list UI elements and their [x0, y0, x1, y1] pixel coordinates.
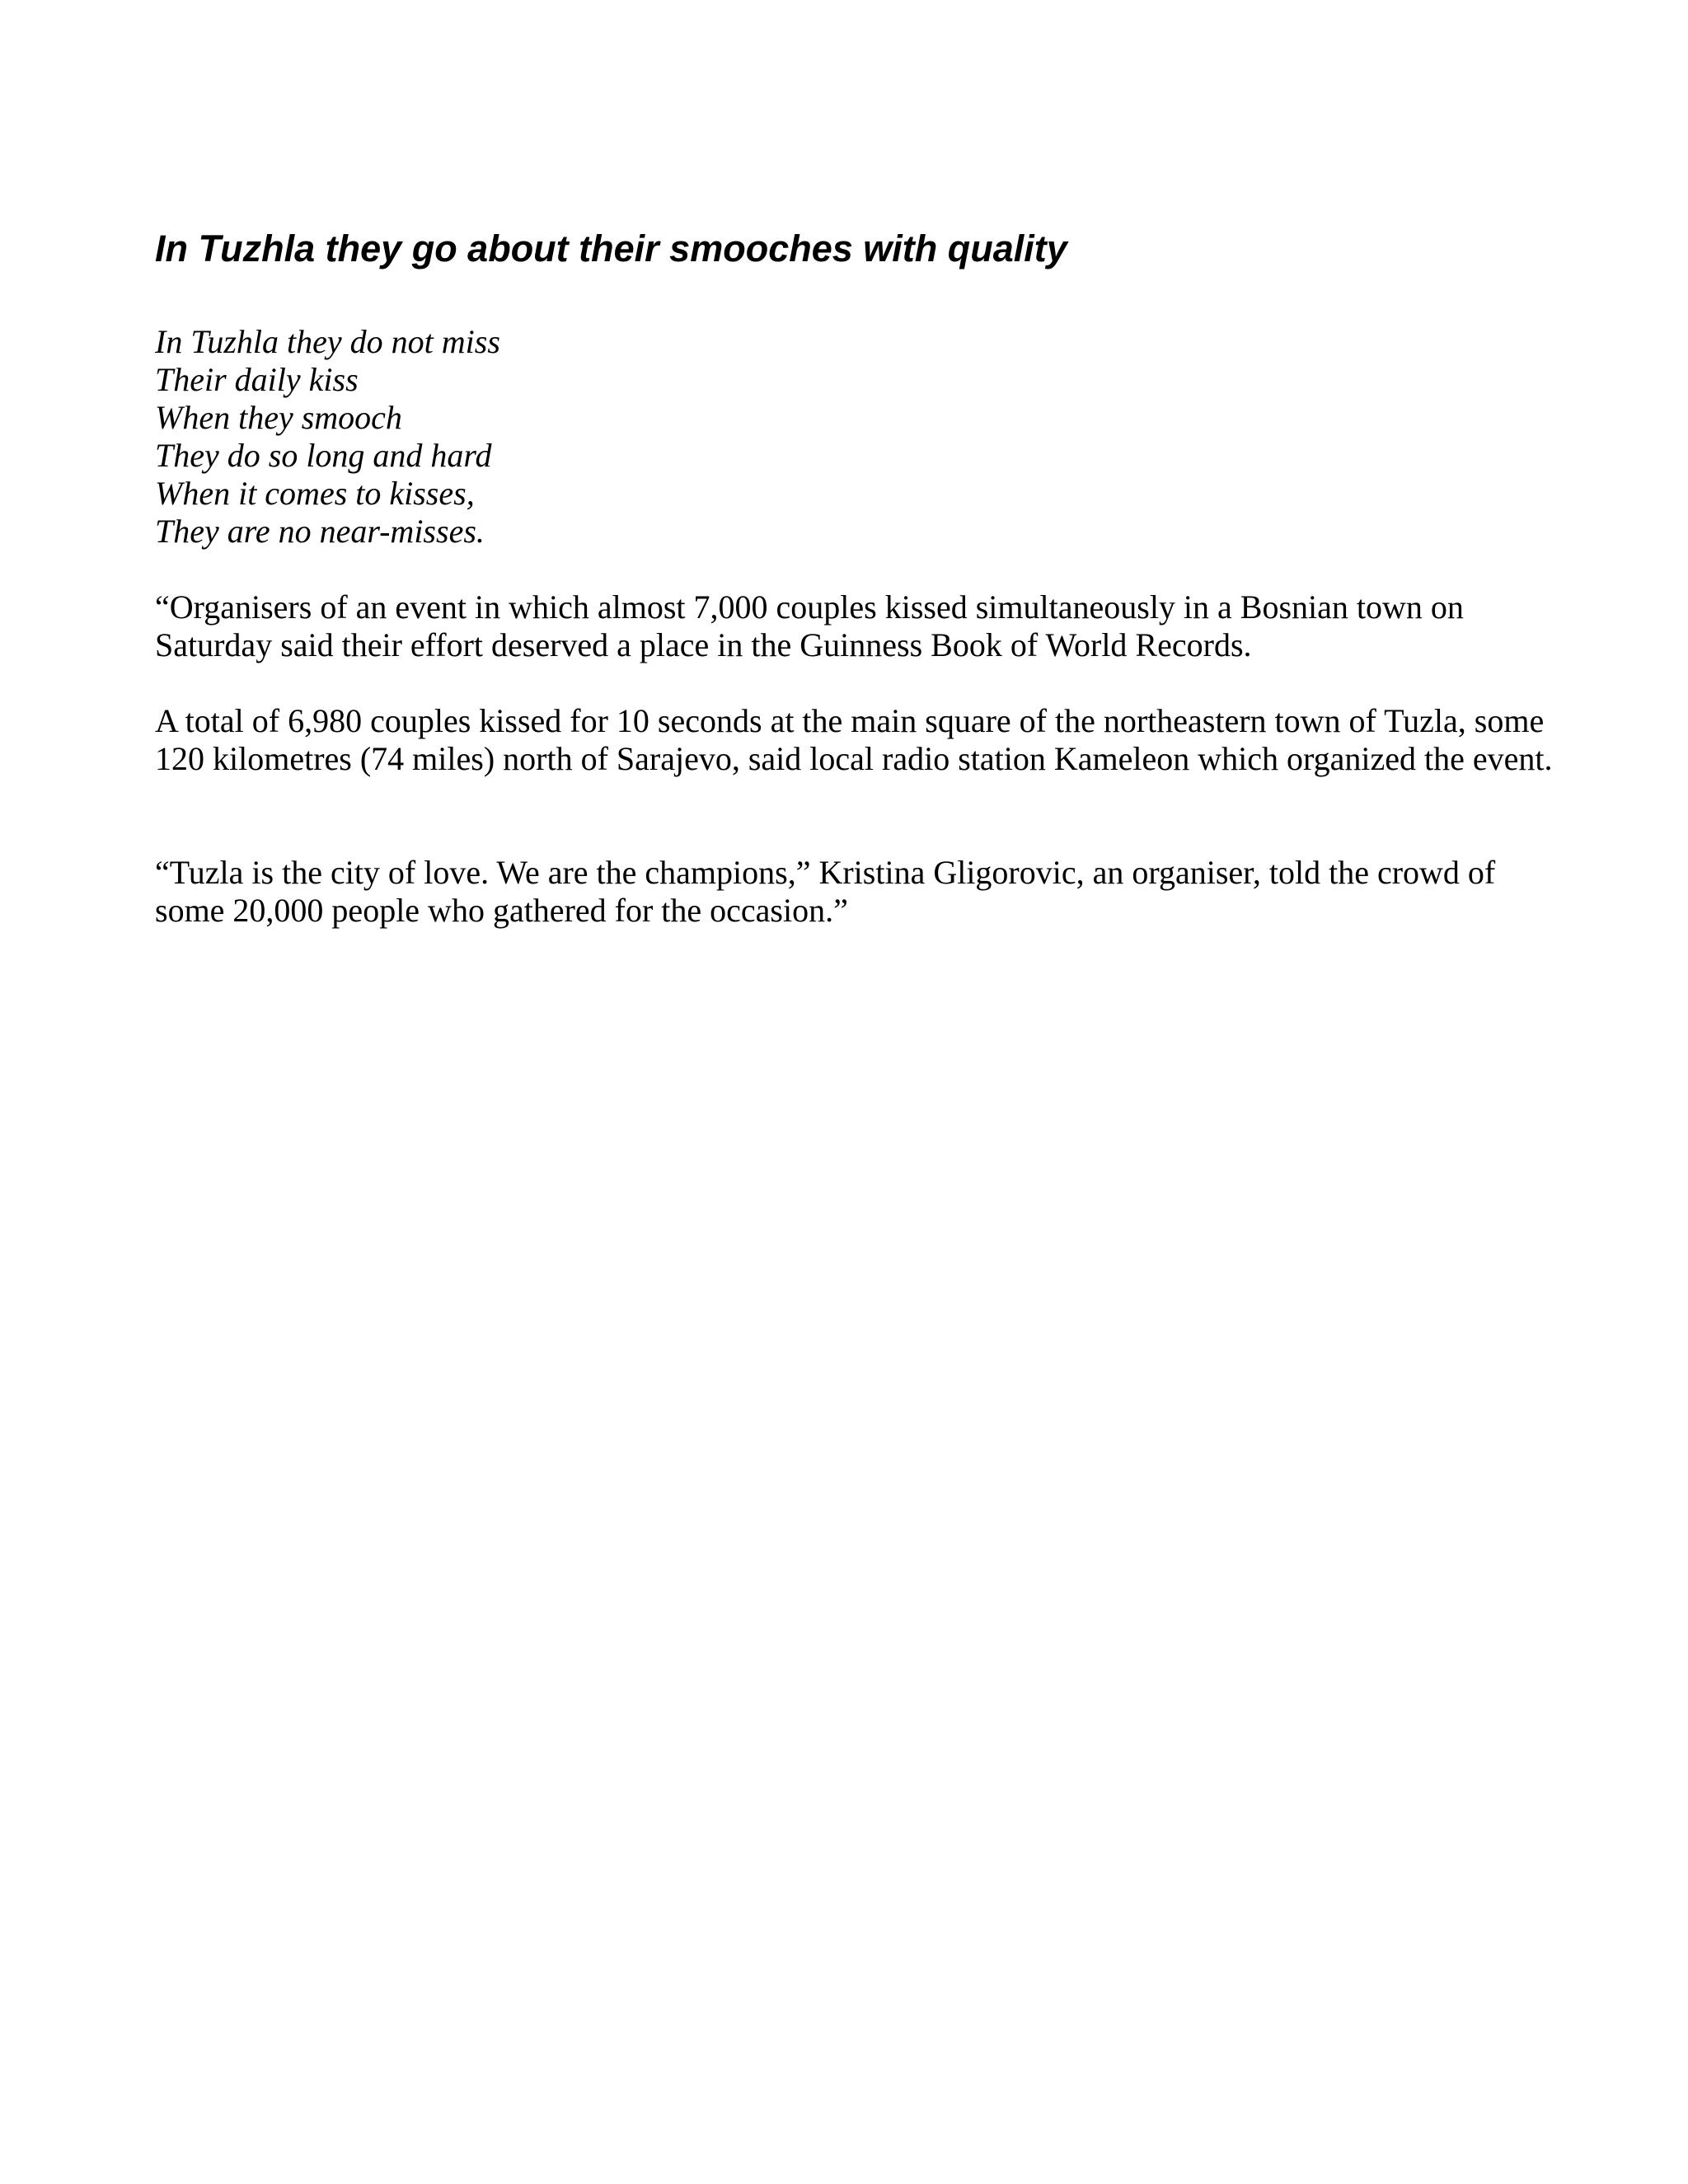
body-paragraph-3: “Tuzla is the city of love. We are the champions,” Kristina Gligorovic, an organiser, told the crowd of some 20,000 people who gathered for the occasion.”	[155, 854, 1496, 929]
poem-line: Their daily kiss	[155, 361, 359, 398]
body-paragraph-2: A total of 6,980 couples kissed for 10 seconds at the main square of the northeastern town of Tuzla, some 120 kilometres (74 miles) north of Sarajevo, said local radio station Kameleon which organized the event.	[155, 702, 1553, 777]
poem	[155, 323, 1556, 551]
document-title: In Tuzhla they go about their smooches with quality	[155, 227, 1067, 269]
poem-line: When it comes to kisses,	[155, 475, 475, 512]
poem-line: They do so long and hard	[155, 437, 492, 474]
poem-line: In Tuzhla they do not miss	[155, 323, 500, 360]
poem-line: When they smooch	[155, 399, 402, 436]
poem-line: They are no near-misses.	[155, 513, 485, 550]
body-paragraph-1: “Organisers of an event in which almost 7,000 couples kissed simultaneously in a Bosnian town on Saturday said their effort deserved a place in the Guinness Book of World Records.	[155, 588, 1464, 663]
